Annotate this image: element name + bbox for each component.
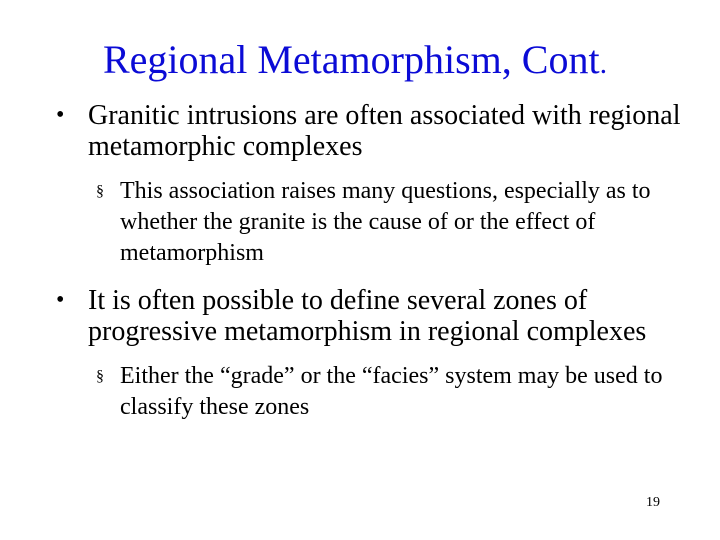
bullet-text: It is often possible to define several zones of progressive metamorphism in regional complexes [88,285,647,347]
bullet-group [56,285,696,423]
section-sign-bullet-icon: § [96,368,104,385]
sub-bullet-item [96,361,696,423]
bullet-dot-icon: • [56,102,65,128]
bullet-text: Granitic intrusions are often associated with regional metamorphic complexes [88,100,681,162]
slide-content [56,100,696,439]
section-sign-bullet-icon: § [96,183,104,200]
bullet-dot-icon: • [56,287,65,313]
bullet-item [56,100,696,162]
sub-bullet-text: This association raises many questions, especially as to whether the granite is the cause of or the effect of metamorphism [120,178,651,266]
sub-bullet-text: Either the “grade” or the “facies” system may be used to classify these zones [120,363,663,420]
slide-title-period: . [599,47,608,80]
bullet-item [56,285,696,347]
page-number: 19 [646,495,660,510]
slide-title-text: Regional Metamorphism, Cont [102,37,600,82]
sub-bullet-item [96,176,696,269]
slide-title [0,34,710,90]
bullet-group [56,100,696,269]
